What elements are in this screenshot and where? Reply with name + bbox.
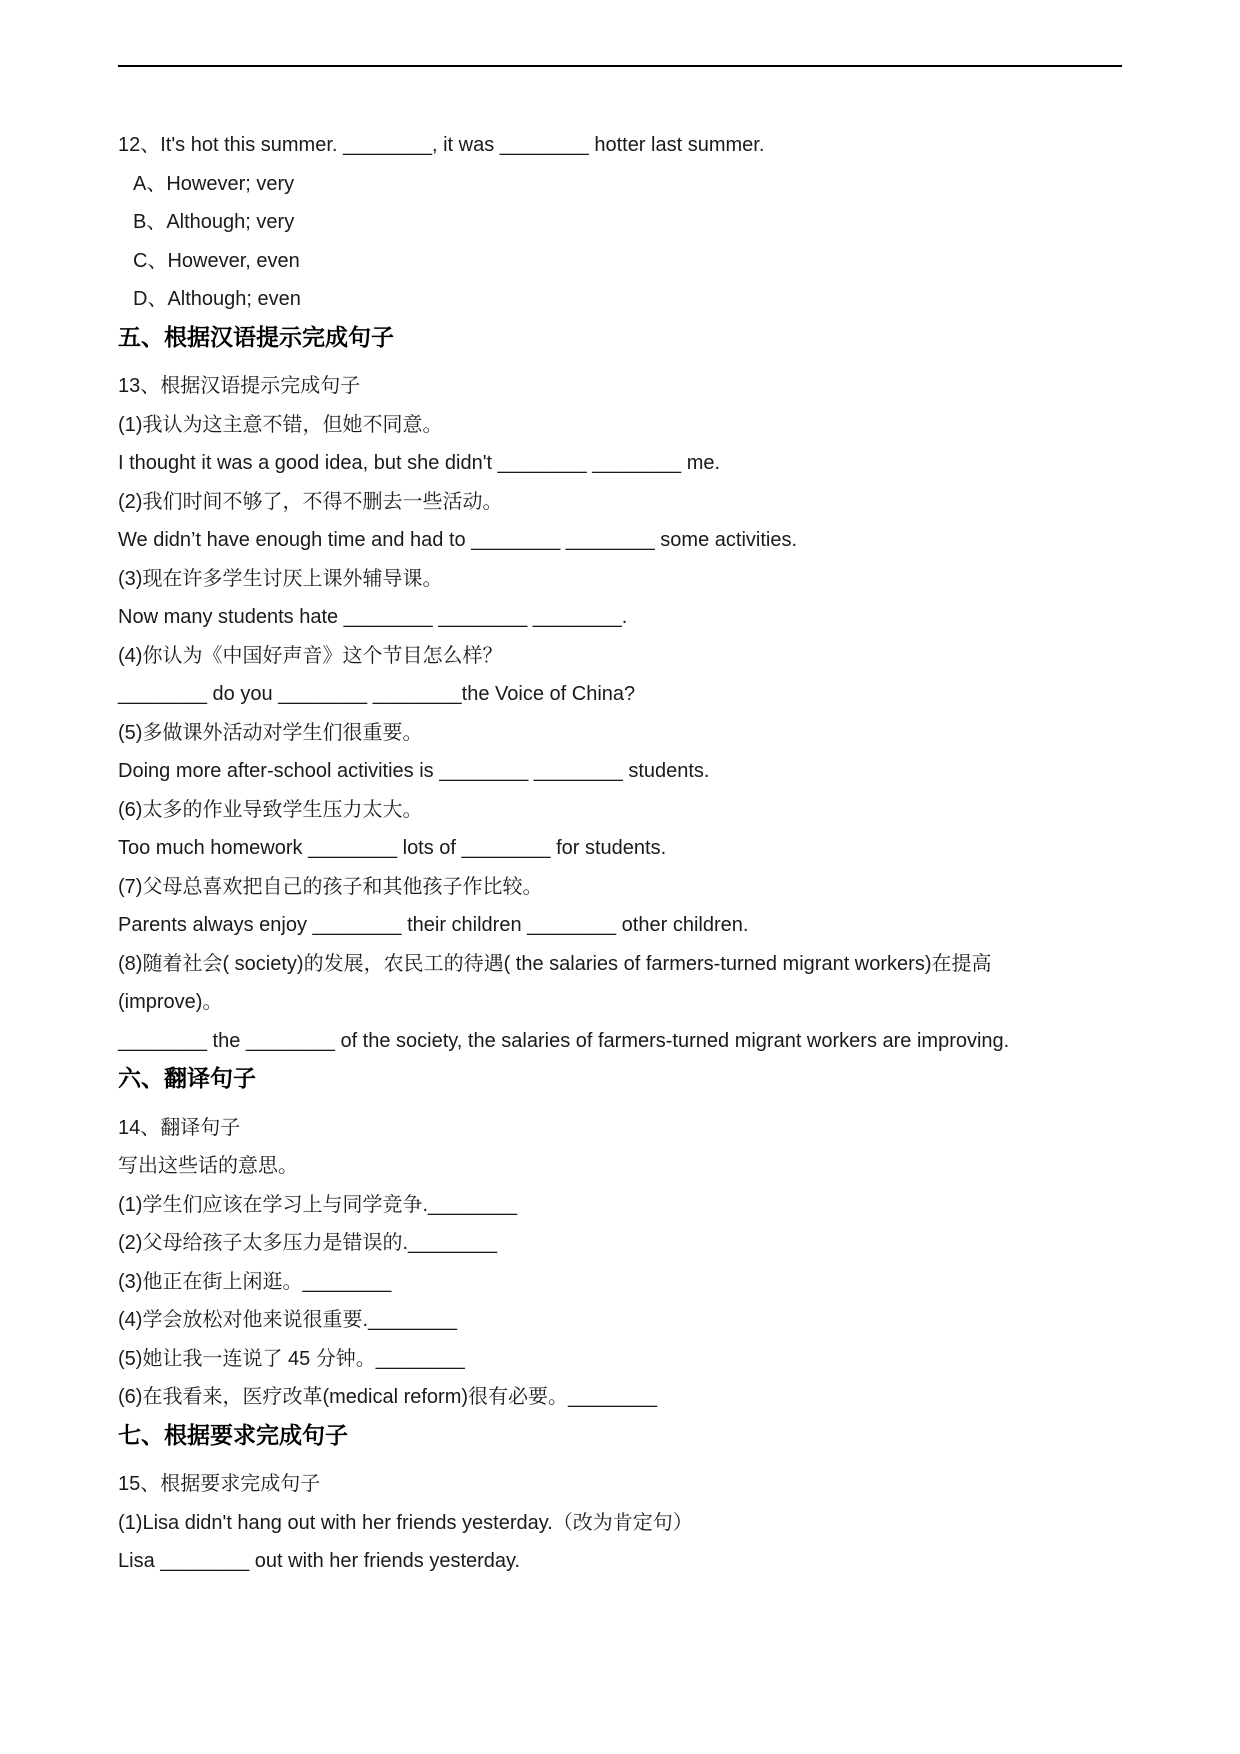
question-14-line: (3)他正在街上闲逛。________ [118,1270,392,1293]
question-14-title: 14、翻译句子 [118,1116,241,1139]
section-7-heading: 七、根据要求完成句子 [118,1422,348,1449]
question-14-line: (4)学会放松对他来说很重要.________ [118,1309,457,1331]
question-12-option-c: C、However, even [133,249,300,272]
question-13-line: Now many students hate ________ ________ ________. [118,606,628,628]
question-13-line: Doing more after-school activities is ________ ________ students. [118,760,710,782]
question-13-line: ________ do you ________ ________the Voice of China? [118,683,636,705]
question-15-line: (1)Lisa didn't hang out with her friends yesterday.（改为肯定句） [118,1511,693,1534]
question-13-line: We didn’t have enough time and had to ________ ________ some activities. [118,529,798,551]
question-12-option-a: A、However; very [133,172,295,195]
question-12-stem: 12、It's hot this summer. ________, it was ________ hotter last summer. [118,134,765,156]
header-rule [118,65,1122,67]
question-13-title: 13、根据汉语提示完成句子 [118,375,361,397]
question-13-line: (7)父母总喜欢把自己的孩子和其他孩子作比较。 [118,875,543,898]
question-13-item-8-chinese: (8)随着社会( society)的发展，农民工的待遇( the salaries of farmers-turned migrant workers)在提高(improve)。 [118,952,992,1013]
question-12-option-d: D、Although; even [133,288,301,310]
question-12-option-b: B、Although; very [133,211,295,233]
question-13-line: Parents always enjoy ________ their children ________ other children. [118,914,749,936]
question-14-line: (6)在我看来，医疗改革(medical reform)很有必要。________ [118,1386,658,1408]
question-13-line: (1)我认为这主意不错，但她不同意。 [118,413,443,436]
question-13-line: (4)你认为《中国好声音》这个节目怎么样？ [118,644,503,667]
question-13-line: (5)多做课外活动对学生们很重要。 [118,721,423,744]
section-6-heading: 六、翻译句子 [118,1066,256,1092]
question-14-line: (5)她让我一连说了 45 分钟。________ [118,1347,465,1370]
question-13-line: (6)太多的作业导致学生压力太大。 [118,798,423,821]
question-14-line: (1)学生们应该在学习上与同学竞争.________ [118,1193,517,1216]
question-13-line: (3)现在许多学生讨厌上课外辅导课。 [118,567,443,590]
section-5-heading: 五、根据汉语提示完成句子 [118,324,394,351]
question-13-line: Too much homework ________ lots of ________ for students. [118,837,667,859]
question-13-line: I thought it was a good idea, but she didn't ________ ________ me. [118,452,721,474]
document-body [118,126,1122,1581]
question-14-instruction: 写出这些话的意思。 [118,1155,298,1177]
question-13-item-8-english: ________ the ________ of the society, the salaries of farmers-turned migrant workers are improving. [118,1029,1010,1052]
question-15-line: Lisa ________ out with her friends yesterday. [118,1550,521,1572]
question-13-line: (2)我们时间不够了，不得不删去一些活动。 [118,490,503,513]
question-14-line: (2)父母给孩子太多压力是错误的.________ [118,1232,497,1254]
question-15-title: 15、根据要求完成句子 [118,1473,321,1495]
